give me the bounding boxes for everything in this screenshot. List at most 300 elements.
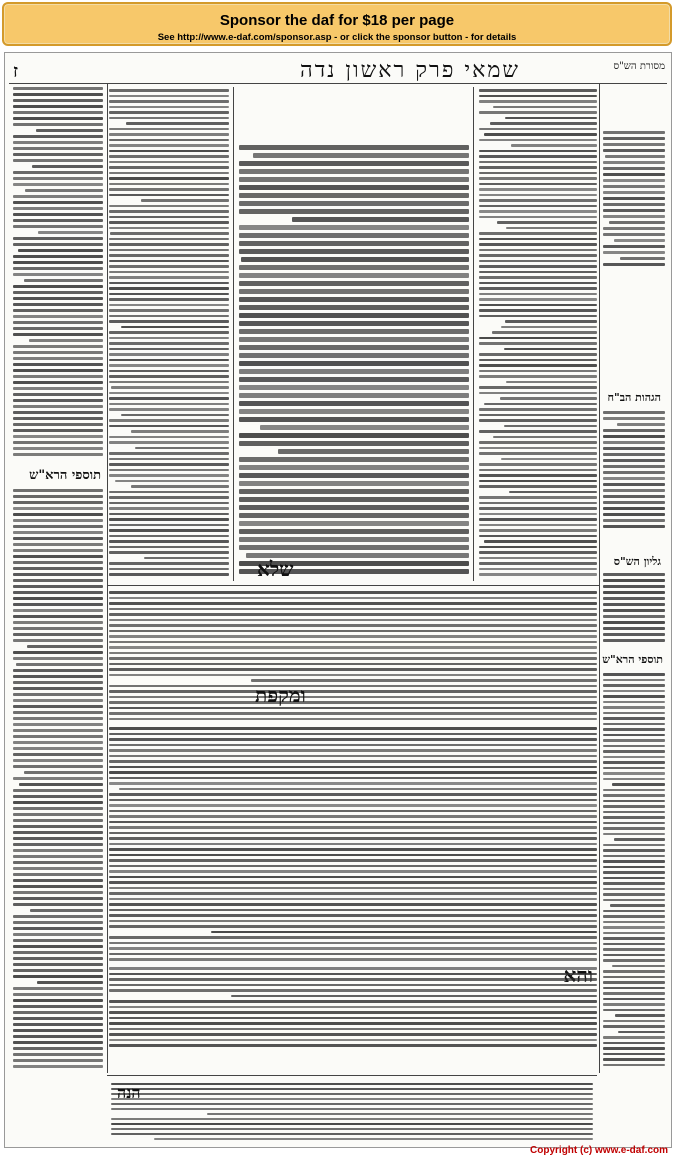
text-line	[13, 315, 103, 318]
text-line	[479, 370, 597, 373]
text-line	[603, 609, 665, 612]
text-line	[13, 795, 103, 798]
sponsor-title[interactable]: Sponsor the daf for $18 per page	[219, 12, 455, 29]
text-line	[603, 926, 665, 929]
text-line	[13, 759, 103, 762]
text-line	[109, 619, 597, 622]
text-line	[603, 888, 665, 891]
text-line	[239, 401, 469, 406]
text-line	[111, 1098, 593, 1100]
text-line	[13, 633, 103, 636]
text-line	[479, 128, 597, 131]
page-header: שמאי פרק ראשון נדה	[300, 58, 520, 83]
text-line	[13, 627, 103, 630]
text-line	[13, 411, 103, 414]
text-line	[109, 128, 229, 131]
text-line	[109, 1039, 597, 1042]
text-line	[109, 953, 597, 956]
text-line	[13, 729, 103, 732]
text-line	[13, 399, 103, 402]
text-line	[603, 495, 665, 498]
text-line	[109, 304, 229, 307]
text-line	[603, 739, 665, 742]
left-tosfei-rosh-heading: תוספי הרא"ש	[29, 468, 101, 483]
sponsor-subtitle[interactable]: See http://www.e-daf.com/sponsor.asp - or click the sponsor button - for details	[157, 32, 517, 43]
text-line	[109, 309, 229, 312]
text-line	[109, 287, 229, 290]
text-line	[603, 149, 665, 152]
mid-rule	[107, 585, 599, 586]
text-line	[506, 381, 597, 384]
text-line	[109, 172, 229, 175]
text-line	[109, 876, 597, 879]
text-line	[36, 129, 103, 132]
gilyon-hashas-heading: גליון הש"ס	[613, 555, 661, 568]
text-line	[109, 392, 229, 395]
text-line	[479, 342, 597, 345]
text-line	[13, 225, 103, 228]
text-line	[109, 843, 597, 846]
text-line	[239, 241, 469, 246]
text-line	[479, 183, 597, 186]
text-line	[479, 139, 597, 142]
text-line	[479, 95, 597, 98]
text-line	[603, 471, 665, 474]
text-line	[109, 144, 229, 147]
text-line	[504, 425, 597, 428]
text-line	[479, 287, 597, 290]
text-line	[13, 381, 103, 384]
text-line	[504, 348, 597, 351]
text-line	[239, 537, 469, 542]
text-line	[239, 313, 469, 318]
text-line	[603, 507, 665, 510]
text-line	[18, 249, 103, 252]
text-line	[13, 195, 103, 198]
text-line	[13, 147, 103, 150]
text-line	[500, 397, 597, 400]
text-line	[126, 122, 229, 125]
text-line	[603, 827, 665, 830]
text-line	[239, 473, 469, 478]
text-line	[603, 573, 665, 576]
text-line	[109, 381, 229, 384]
text-line	[13, 735, 103, 738]
text-line	[620, 257, 665, 260]
text-line	[109, 111, 229, 114]
text-line	[603, 981, 665, 984]
text-line	[603, 921, 665, 924]
text-line	[603, 1064, 665, 1067]
text-line	[605, 155, 665, 158]
text-line	[603, 1053, 665, 1056]
text-line	[239, 353, 469, 358]
text-line	[13, 561, 103, 564]
text-line	[13, 417, 103, 420]
text-line	[603, 866, 665, 869]
text-line	[109, 298, 229, 301]
text-line	[16, 663, 103, 666]
text-line	[479, 469, 597, 472]
text-line	[13, 489, 103, 492]
text-line	[239, 201, 469, 206]
rashi-commentary	[479, 89, 597, 579]
text-line	[13, 207, 103, 210]
text-line	[109, 183, 229, 186]
text-line	[479, 309, 597, 312]
text-line	[115, 480, 229, 483]
text-line	[13, 777, 103, 780]
text-line	[13, 213, 103, 216]
text-line	[13, 963, 103, 966]
text-line	[109, 821, 597, 824]
text-line	[109, 815, 597, 818]
gemara-text	[239, 145, 469, 579]
text-line	[492, 331, 597, 334]
text-line	[479, 249, 597, 252]
text-line	[479, 298, 597, 301]
text-line	[239, 289, 469, 294]
text-line	[603, 429, 665, 432]
text-line	[603, 215, 665, 218]
text-line	[13, 1035, 103, 1038]
text-line	[239, 161, 469, 166]
text-line	[603, 245, 665, 248]
text-line	[479, 353, 597, 356]
text-line	[603, 992, 665, 995]
text-line	[603, 233, 665, 236]
text-line	[479, 463, 597, 466]
commentary-lower-c	[109, 967, 597, 1051]
text-line	[479, 518, 597, 521]
text-line	[479, 210, 597, 213]
text-line	[479, 419, 597, 422]
text-line	[13, 921, 103, 924]
text-line	[13, 87, 103, 90]
hagahot-habach-heading: הגהות הב"ח	[607, 391, 661, 404]
text-line	[13, 585, 103, 588]
text-line	[109, 89, 229, 92]
text-line	[612, 965, 665, 968]
text-line	[603, 695, 665, 698]
text-line	[479, 507, 597, 510]
text-line	[479, 188, 597, 191]
text-line	[13, 831, 103, 834]
text-line	[479, 111, 597, 114]
text-line	[603, 1025, 665, 1028]
text-line	[603, 1020, 665, 1023]
text-line	[109, 425, 229, 428]
text-line	[239, 305, 469, 310]
text-line	[603, 411, 665, 414]
text-line	[109, 755, 597, 758]
text-line	[479, 524, 597, 527]
text-line	[260, 425, 469, 430]
text-line	[479, 452, 597, 455]
text-line	[13, 639, 103, 642]
text-line	[603, 684, 665, 687]
text-line	[251, 679, 597, 682]
text-line	[603, 723, 665, 726]
text-line	[479, 205, 597, 208]
text-line	[13, 615, 103, 618]
text-line	[109, 641, 597, 644]
text-line	[603, 811, 665, 814]
text-line	[25, 189, 103, 192]
text-line	[239, 441, 469, 446]
text-line	[109, 150, 229, 153]
text-line	[13, 945, 103, 948]
text-line	[239, 457, 469, 462]
text-line	[479, 254, 597, 257]
text-line	[603, 778, 665, 781]
text-line	[109, 529, 229, 532]
text-line	[109, 657, 597, 660]
text-line	[239, 417, 469, 422]
text-line	[13, 525, 103, 528]
text-line	[111, 1128, 593, 1130]
text-line	[109, 738, 597, 741]
text-line	[109, 630, 597, 633]
text-line	[13, 141, 103, 144]
text-line	[13, 255, 103, 258]
text-line	[603, 417, 665, 420]
text-line	[479, 551, 597, 554]
text-line	[603, 679, 665, 682]
text-line	[109, 989, 597, 992]
text-line	[239, 393, 469, 398]
sponsor-banner[interactable]	[2, 2, 672, 46]
text-line	[109, 646, 597, 649]
left-margin-column	[9, 71, 107, 1071]
text-line	[13, 531, 103, 534]
text-line	[109, 674, 597, 677]
text-line	[109, 718, 597, 721]
text-line	[239, 409, 469, 414]
text-line	[13, 303, 103, 306]
text-line	[109, 744, 597, 747]
text-line	[239, 513, 469, 518]
text-line	[239, 369, 469, 374]
text-line	[13, 717, 103, 720]
text-line	[121, 326, 229, 329]
text-line	[13, 705, 103, 708]
text-line	[109, 535, 229, 538]
text-line	[603, 639, 665, 642]
text-line	[603, 750, 665, 753]
text-line	[13, 237, 103, 240]
text-line	[111, 1108, 593, 1110]
text-line	[109, 804, 597, 807]
text-line	[610, 904, 665, 907]
text-line	[24, 771, 103, 774]
text-line	[13, 675, 103, 678]
rule-tosafot	[233, 87, 234, 581]
text-line	[109, 920, 597, 923]
text-line	[109, 249, 229, 252]
text-line	[479, 529, 597, 532]
text-line	[13, 879, 103, 882]
text-line	[109, 408, 229, 411]
text-line	[109, 441, 229, 444]
text-line	[603, 1058, 665, 1061]
text-line	[109, 848, 597, 851]
text-line	[603, 621, 665, 624]
text-line	[13, 375, 103, 378]
text-line	[239, 377, 469, 382]
text-line	[603, 459, 665, 462]
text-line	[13, 405, 103, 408]
text-line	[479, 480, 597, 483]
text-line	[479, 359, 597, 362]
text-line	[603, 959, 665, 962]
text-line	[603, 1003, 665, 1006]
text-line	[109, 100, 229, 103]
text-line	[109, 909, 597, 912]
text-line	[603, 203, 665, 206]
text-line	[479, 166, 597, 169]
text-line	[603, 701, 665, 704]
text-line	[109, 419, 229, 422]
text-line	[13, 567, 103, 570]
text-line	[13, 327, 103, 330]
text-line	[603, 816, 665, 819]
text-line	[211, 931, 597, 934]
text-line	[109, 463, 229, 466]
text-line	[109, 452, 229, 455]
text-line	[239, 497, 469, 502]
text-line	[109, 690, 597, 693]
text-line	[479, 276, 597, 279]
text-line	[13, 819, 103, 822]
text-line	[13, 495, 103, 498]
text-line	[253, 153, 469, 158]
text-line	[239, 489, 469, 494]
text-line	[239, 545, 469, 550]
text-line	[479, 485, 597, 488]
text-line	[603, 585, 665, 588]
text-line	[239, 505, 469, 510]
text-line	[479, 315, 597, 318]
text-line	[109, 161, 229, 164]
text-line	[612, 783, 665, 786]
text-line	[109, 216, 229, 219]
text-line	[109, 375, 229, 378]
text-line	[479, 562, 597, 565]
text-line	[109, 799, 597, 802]
text-line	[109, 331, 229, 334]
text-line	[13, 387, 103, 390]
text-line	[603, 519, 665, 522]
text-line	[13, 687, 103, 690]
text-line	[109, 254, 229, 257]
text-line	[603, 453, 665, 456]
text-line	[479, 265, 597, 268]
text-line	[13, 1011, 103, 1014]
text-line	[109, 166, 229, 169]
text-line	[617, 423, 665, 426]
text-line	[13, 885, 103, 888]
text-line	[154, 1138, 593, 1140]
text-line	[13, 285, 103, 288]
text-line	[239, 185, 469, 190]
text-line	[109, 624, 597, 627]
text-line	[13, 939, 103, 942]
text-line	[109, 524, 229, 527]
text-line	[239, 297, 469, 302]
bottom-notes-text	[111, 1083, 593, 1141]
gilyon-hashas-text	[603, 573, 665, 643]
text-line	[109, 854, 597, 857]
text-line	[109, 947, 597, 950]
text-line	[109, 832, 597, 835]
text-line	[13, 723, 103, 726]
text-line	[603, 882, 665, 885]
side-keyword: שלא	[257, 557, 294, 581]
text-line	[109, 568, 229, 571]
text-line	[603, 860, 665, 863]
text-line	[479, 408, 597, 411]
text-line	[109, 1017, 597, 1020]
text-line	[109, 293, 229, 296]
text-line	[131, 430, 229, 433]
text-line	[505, 117, 597, 120]
text-line	[603, 579, 665, 582]
text-line	[109, 1044, 597, 1047]
text-line	[239, 465, 469, 470]
text-line	[603, 970, 665, 973]
text-line	[13, 153, 103, 156]
text-line	[38, 231, 103, 234]
text-line	[239, 385, 469, 390]
text-line	[109, 936, 597, 939]
text-line	[479, 392, 597, 395]
text-line	[109, 1033, 597, 1036]
text-line	[603, 603, 665, 606]
text-line	[109, 887, 597, 890]
left-glosses-text	[13, 87, 103, 459]
right-tosfei-rosh-text	[603, 673, 665, 1069]
text-line	[13, 891, 103, 894]
text-line	[13, 975, 103, 978]
text-line	[239, 273, 469, 278]
text-line	[603, 173, 665, 176]
text-line	[603, 937, 665, 940]
text-line	[603, 465, 665, 468]
text-line	[603, 899, 665, 902]
text-line	[13, 309, 103, 312]
text-line	[603, 513, 665, 516]
text-line	[13, 369, 103, 372]
text-line	[479, 304, 597, 307]
text-line	[13, 171, 103, 174]
text-line	[109, 397, 229, 400]
text-line	[109, 782, 597, 785]
text-line	[119, 788, 597, 791]
text-line	[13, 1047, 103, 1050]
text-line	[13, 93, 103, 96]
text-line	[13, 897, 103, 900]
text-line	[109, 210, 229, 213]
text-line	[109, 1011, 597, 1014]
text-line	[603, 789, 665, 792]
text-line	[109, 502, 229, 505]
text-line	[109, 707, 597, 710]
text-line	[603, 849, 665, 852]
keyword-umakefet: ומקפת	[255, 683, 306, 707]
text-line	[109, 1000, 597, 1003]
text-line	[603, 871, 665, 874]
